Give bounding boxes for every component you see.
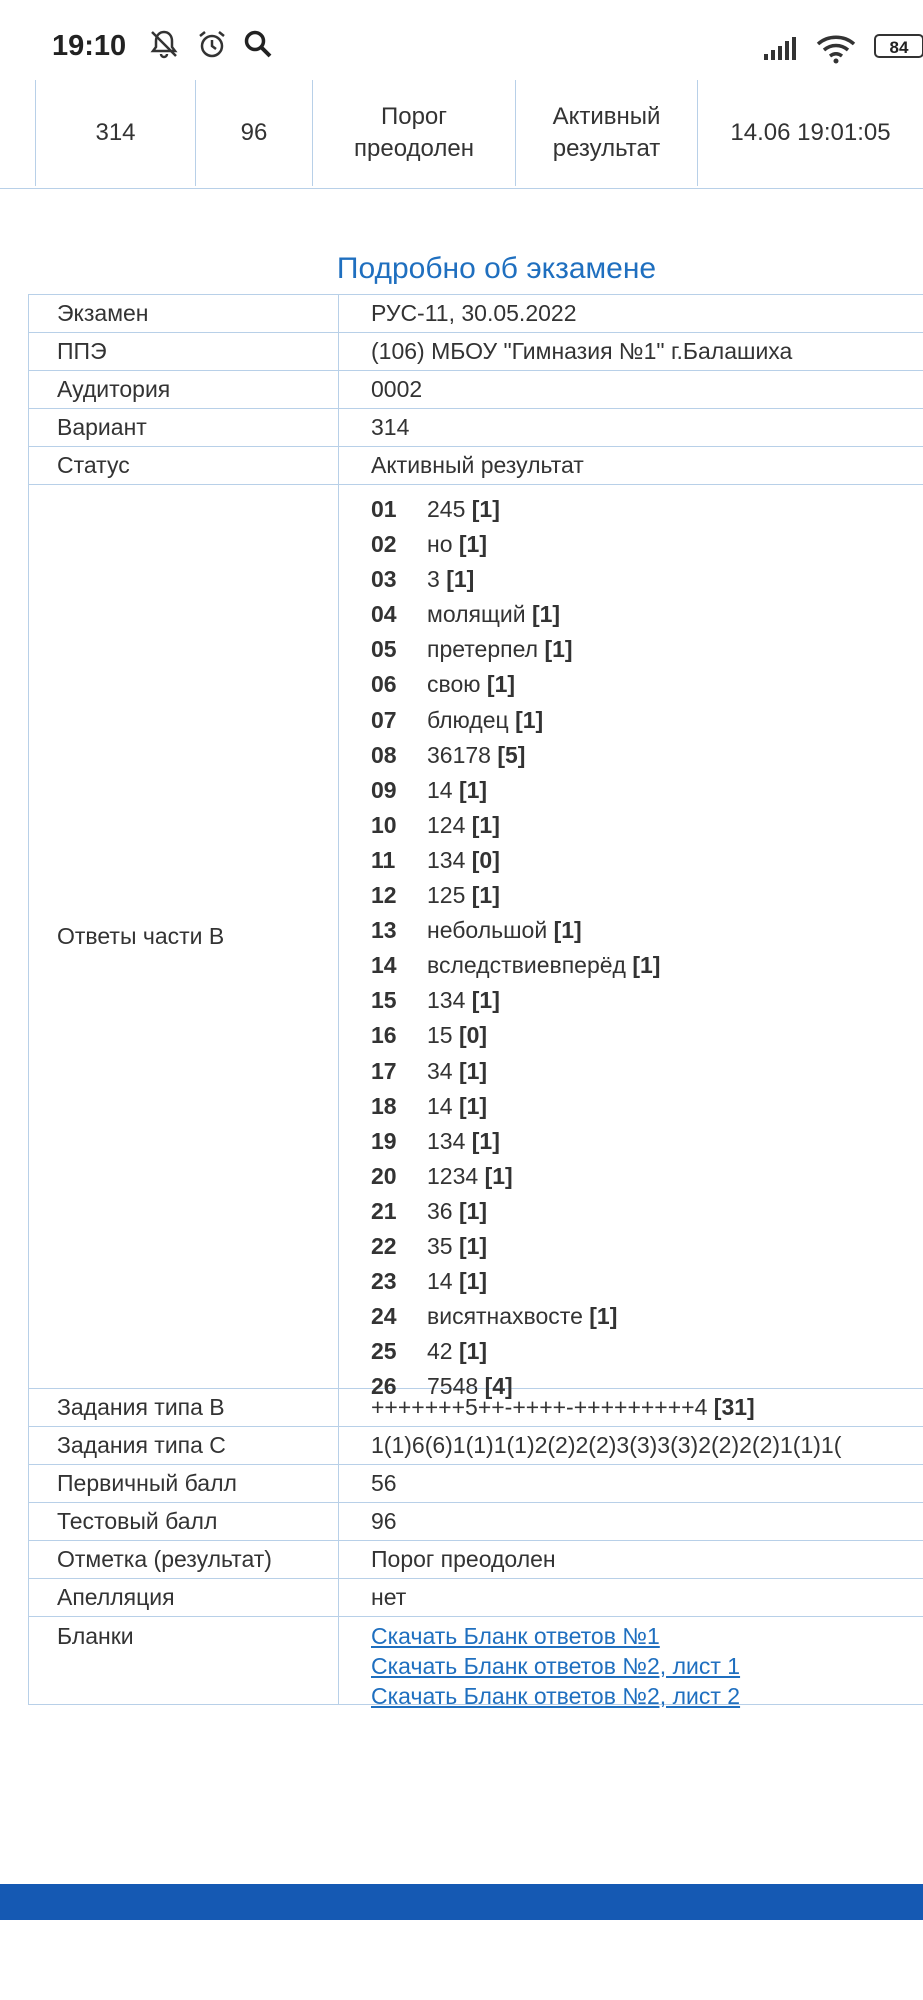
list-item xyxy=(371,1299,923,1334)
table-row xyxy=(29,1617,923,1709)
answer-number: 13 xyxy=(371,917,397,944)
list-item xyxy=(371,597,923,632)
table-row xyxy=(29,1541,923,1579)
answer-score: [1] xyxy=(484,1162,513,1189)
row-label: Апелляция xyxy=(29,1579,339,1616)
answer-number: 04 xyxy=(371,601,397,628)
row-label: Аудитория xyxy=(29,371,339,408)
footer-bar xyxy=(0,1884,923,1920)
exam-value: РУС-11, 30.05.2022 xyxy=(371,300,577,326)
answer-text: свою xyxy=(427,671,481,698)
variant-value: 314 xyxy=(371,414,410,440)
row-label: Задания типа C xyxy=(29,1427,339,1464)
row-label: Ответы части B xyxy=(29,485,339,1388)
list-item xyxy=(371,1194,923,1229)
answer-text: претерпел xyxy=(427,636,539,663)
row-label: Задания типа B xyxy=(29,1389,339,1426)
answer-number: 17 xyxy=(371,1057,397,1084)
date-cell: 14.06 19:01:05 xyxy=(730,119,891,146)
answer-text: 36 xyxy=(427,1197,453,1224)
answer-score: [1] xyxy=(471,496,500,522)
room-value: 0002 xyxy=(371,376,423,402)
answer-number: 15 xyxy=(371,987,397,1014)
table-row xyxy=(29,371,923,409)
list-item xyxy=(371,1159,923,1194)
answer-number: 01 xyxy=(371,496,397,522)
answer-number: 18 xyxy=(371,1092,397,1119)
answer-number: 02 xyxy=(371,531,397,558)
answer-number: 25 xyxy=(371,1338,397,1365)
row-label: ППЭ xyxy=(29,333,339,370)
list-item xyxy=(371,1334,923,1369)
status-cell: Активный результат xyxy=(552,103,661,162)
answer-text: 34 xyxy=(427,1057,453,1084)
answer-text: небольшой xyxy=(427,917,548,944)
answer-score: [1] xyxy=(471,811,500,838)
variant-cell: 314 xyxy=(95,119,136,146)
answer-number: 03 xyxy=(371,566,397,593)
list-item xyxy=(371,562,923,597)
table-row xyxy=(29,1465,923,1503)
row-label: Экзамен xyxy=(29,295,339,332)
answer-text: 36178 xyxy=(427,741,491,768)
table-row xyxy=(29,1389,923,1427)
answer-number: 21 xyxy=(371,1197,397,1224)
answer-text: блюдец xyxy=(427,706,509,733)
answer-text: 15 xyxy=(427,1022,453,1049)
table-row xyxy=(29,294,923,333)
answer-score: [1] xyxy=(589,1303,618,1330)
answer-text: 7548 xyxy=(427,1373,479,1400)
bell-off-icon xyxy=(148,28,180,60)
table-row xyxy=(29,485,923,1400)
primary-score-value: 56 xyxy=(371,1470,397,1496)
list-item xyxy=(371,632,923,667)
answer-text: 14 xyxy=(427,776,453,803)
answer-score: [0] xyxy=(471,846,500,873)
table-row xyxy=(29,333,923,371)
list-item xyxy=(371,843,923,878)
list-item xyxy=(371,808,923,843)
results-table-row xyxy=(0,80,923,189)
answer-text: 14 xyxy=(427,1268,453,1295)
battery-icon xyxy=(874,34,923,58)
answer-text: молящий xyxy=(427,601,526,628)
alarm-icon xyxy=(196,28,228,60)
row-label: Статус xyxy=(29,447,339,484)
answer-text: 134 xyxy=(427,846,466,873)
score-cell: 96 xyxy=(240,119,268,146)
answer-score: [1] xyxy=(458,1232,488,1259)
list-item xyxy=(371,1264,923,1299)
answer-text: вследствиевперёд xyxy=(427,952,626,979)
list-item xyxy=(371,913,923,948)
list-item xyxy=(371,738,923,773)
battery-level: 84 xyxy=(889,38,909,57)
answer-score: [1] xyxy=(471,1127,500,1154)
answer-number: 14 xyxy=(371,952,397,979)
section-title: Подробно об экзамене xyxy=(336,252,657,285)
ppe-value: (106) МБОУ "Гимназия №1" г.Балашиха xyxy=(371,338,793,364)
answer-score: [1] xyxy=(471,987,500,1014)
download-blank-2-sheet-1-link[interactable]: Скачать Бланк ответов №2, лист 1 xyxy=(371,1653,741,1679)
list-item xyxy=(371,1054,923,1089)
answer-text: но xyxy=(427,531,453,558)
answer-number: 12 xyxy=(371,882,397,909)
search-icon xyxy=(242,28,274,60)
answer-score: [1] xyxy=(515,706,544,733)
list-item xyxy=(371,1089,923,1124)
list-item xyxy=(371,773,923,808)
list-item xyxy=(371,492,923,527)
status-value: Активный результат xyxy=(371,452,584,478)
status-time: 19:10 xyxy=(52,30,127,62)
answer-number: 16 xyxy=(371,1022,397,1049)
answer-number: 05 xyxy=(371,636,397,663)
table-row xyxy=(29,447,923,485)
answer-score: [1] xyxy=(458,1057,488,1084)
row-label: Тестовый балл xyxy=(29,1503,339,1540)
download-blank-2-sheet-2-link[interactable]: Скачать Бланк ответов №2, лист 2 xyxy=(371,1683,741,1709)
answer-score: [1] xyxy=(471,882,500,909)
appeal-value: нет xyxy=(371,1584,407,1610)
type-c-value: 1(1)6(6)1(1)1(1)2(2)2(2)3(3)3(3)2(2)2(2)1(1)1( xyxy=(371,1432,842,1458)
answer-text: 134 xyxy=(427,1127,466,1154)
mark-value: Порог преодолен xyxy=(371,1546,556,1572)
answer-text: 14 xyxy=(427,1092,453,1119)
answer-number: 19 xyxy=(371,1127,397,1154)
answer-text: 124 xyxy=(427,811,466,838)
list-item xyxy=(371,1229,923,1264)
answer-score: [0] xyxy=(458,1022,488,1049)
answer-score: [1] xyxy=(458,776,488,803)
answer-number: 26 xyxy=(371,1373,397,1400)
answer-text: 42 xyxy=(427,1338,453,1365)
answer-score: [4] xyxy=(484,1373,513,1400)
list-item xyxy=(371,527,923,562)
result-cell: Порог преодолен xyxy=(354,103,474,162)
list-item xyxy=(371,1124,923,1159)
answer-number: 08 xyxy=(371,741,397,768)
answer-number: 06 xyxy=(371,671,397,698)
answer-number: 20 xyxy=(371,1162,397,1189)
table-row xyxy=(29,1579,923,1617)
answer-score: [1] xyxy=(458,1338,488,1365)
answer-number: 09 xyxy=(371,776,397,803)
test-score-value: 96 xyxy=(371,1508,397,1534)
type-b-value xyxy=(339,1389,923,1426)
answer-number: 10 xyxy=(371,811,397,838)
answer-score: [5] xyxy=(497,741,526,768)
answer-score: [1] xyxy=(531,601,561,628)
row-label: Вариант xyxy=(29,409,339,446)
answer-score: [1] xyxy=(446,566,475,593)
download-blank-1-link[interactable]: Скачать Бланк ответов №1 xyxy=(371,1623,660,1649)
answers-list xyxy=(339,485,923,1404)
exam-details-table xyxy=(28,294,923,1709)
row-label: Первичный балл xyxy=(29,1465,339,1502)
type-b-score: [31] xyxy=(713,1394,755,1420)
list-item xyxy=(371,983,923,1018)
list-item xyxy=(371,1018,923,1053)
answer-number: 07 xyxy=(371,706,397,733)
answer-score: [1] xyxy=(553,917,582,944)
answer-number: 22 xyxy=(371,1232,397,1259)
row-label: Отметка (результат) xyxy=(29,1541,339,1578)
answer-text: 245 xyxy=(427,496,466,522)
answer-number: 23 xyxy=(371,1268,397,1295)
row-label: Бланки xyxy=(29,1617,339,1704)
table-row xyxy=(29,1503,923,1541)
answer-number: 11 xyxy=(371,846,396,873)
answer-score: [1] xyxy=(632,952,661,979)
answer-score: [1] xyxy=(544,636,573,663)
answer-score: [1] xyxy=(458,1092,488,1119)
signal-icon xyxy=(764,36,800,62)
list-item xyxy=(371,703,923,738)
answer-text: 35 xyxy=(427,1232,453,1259)
answer-text: висятнахвосте xyxy=(427,1303,583,1330)
list-item xyxy=(371,667,923,702)
wifi-icon xyxy=(816,34,856,64)
table-row xyxy=(29,409,923,447)
table-row xyxy=(29,1427,923,1465)
answer-score: [1] xyxy=(458,1197,488,1224)
answer-score: [1] xyxy=(458,531,488,558)
answer-number: 24 xyxy=(371,1303,397,1330)
answer-score: [1] xyxy=(458,1268,488,1295)
status-bar xyxy=(0,0,923,80)
type-b-marks: +++++++5++-++++-+++++++++4 xyxy=(371,1394,708,1420)
list-item xyxy=(371,878,923,913)
answer-text: 3 xyxy=(427,566,440,593)
answer-score: [1] xyxy=(486,671,516,698)
list-item xyxy=(371,948,923,983)
answer-text: 134 xyxy=(427,987,466,1014)
answer-text: 1234 xyxy=(427,1162,479,1189)
answer-text: 125 xyxy=(427,882,466,909)
blanks-links xyxy=(339,1617,923,1711)
